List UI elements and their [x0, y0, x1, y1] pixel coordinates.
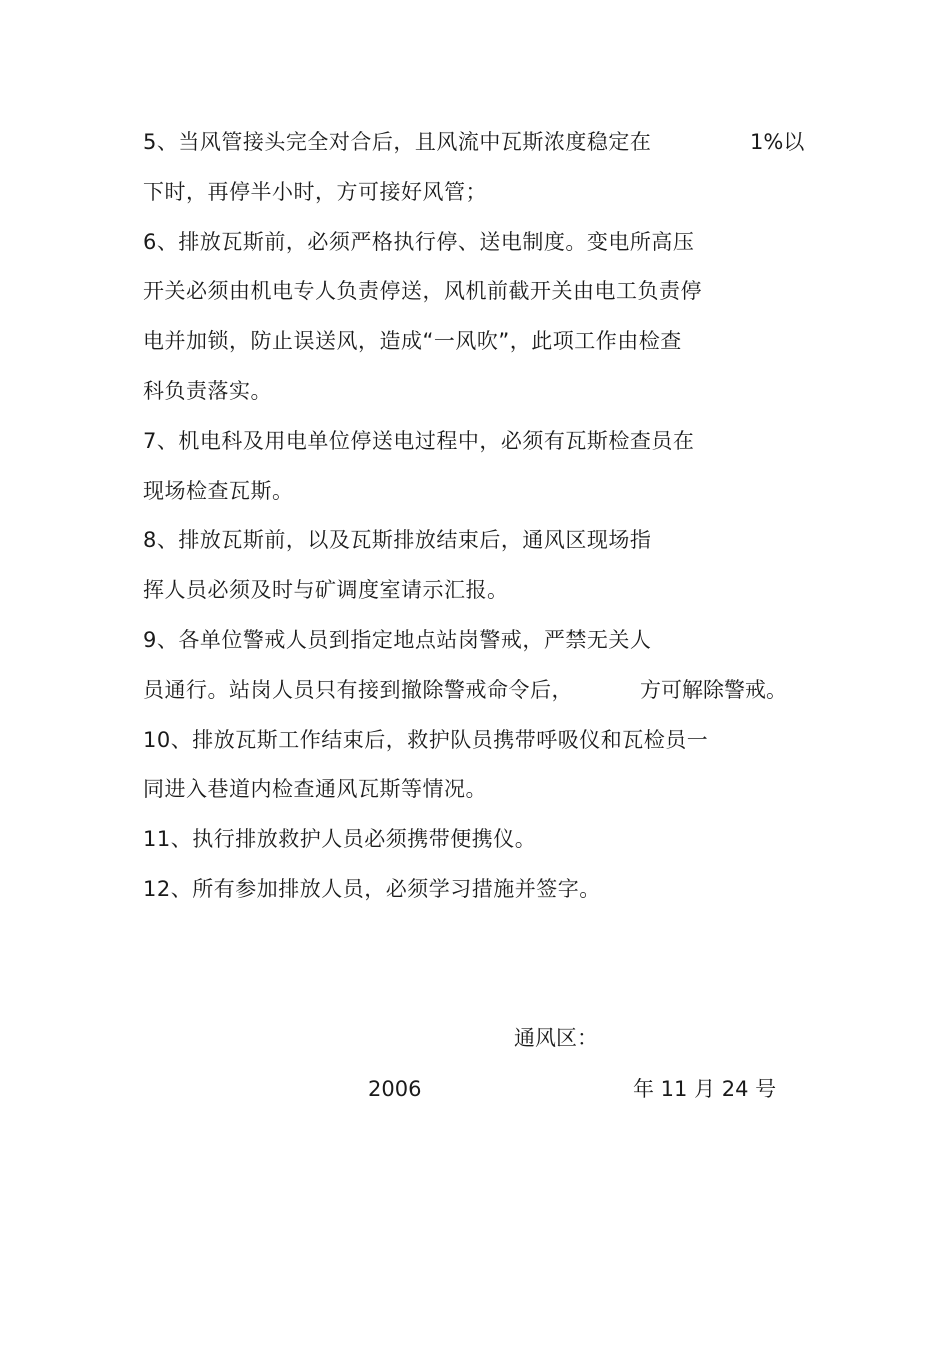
text-line-item5: 5、当风管接头完全对合后，且风流中瓦斯浓度稳定在 — [143, 130, 652, 154]
text-line-item9-tail: 方可解除警戒。 — [640, 678, 787, 702]
text-line-item6-cont2: 电并加锁，防止误送风，造成“一风吹”，此项工作由检查 — [143, 329, 682, 353]
text-line-item9-cont: 员通行。站岗人员只有接到撤除警戒命令后， — [143, 678, 573, 702]
signature-year: 2006 — [368, 1077, 422, 1101]
text-line-item9: 9、各单位警戒人员到指定地点站岗警戒，严禁无关人 — [143, 628, 652, 652]
text-line-item8-cont: 挥人员必须及时与矿调度室请示汇报。 — [143, 578, 509, 602]
signature-unit: 通风区： — [514, 1026, 598, 1050]
text-line-item10: 10、排放瓦斯工作结束后，救护队员携带呼吸仪和瓦检员一 — [143, 728, 709, 752]
text-line-item6-cont3: 科负责落实。 — [143, 379, 272, 403]
signature-date: 年 11 月 24 号 — [633, 1077, 777, 1101]
text-line-item5-tail: 1%以 — [750, 130, 805, 154]
text-line-item10-cont: 同进入巷道内检查通风瓦斯等情况。 — [143, 777, 487, 801]
text-line-item6-cont1: 开关必须由机电专人负责停送，风机前截开关由电工负责停 — [143, 279, 702, 303]
text-line-item6: 6、排放瓦斯前，必须严格执行停、送电制度。变电所高压 — [143, 230, 695, 254]
text-line-item11: 11、执行排放救护人员必须携带便携仪。 — [143, 827, 537, 851]
text-line-item5-cont: 下时，再停半小时，方可接好风管； — [143, 180, 487, 204]
text-line-item7: 7、机电科及用电单位停送电过程中，必须有瓦斯检查员在 — [143, 429, 695, 453]
text-line-item12: 12、所有参加排放人员，必须学习措施并签字。 — [143, 877, 601, 901]
text-line-item7-cont: 现场检查瓦斯。 — [143, 479, 294, 503]
text-line-item8: 8、排放瓦斯前，以及瓦斯排放结束后，通风区现场指 — [143, 528, 652, 552]
